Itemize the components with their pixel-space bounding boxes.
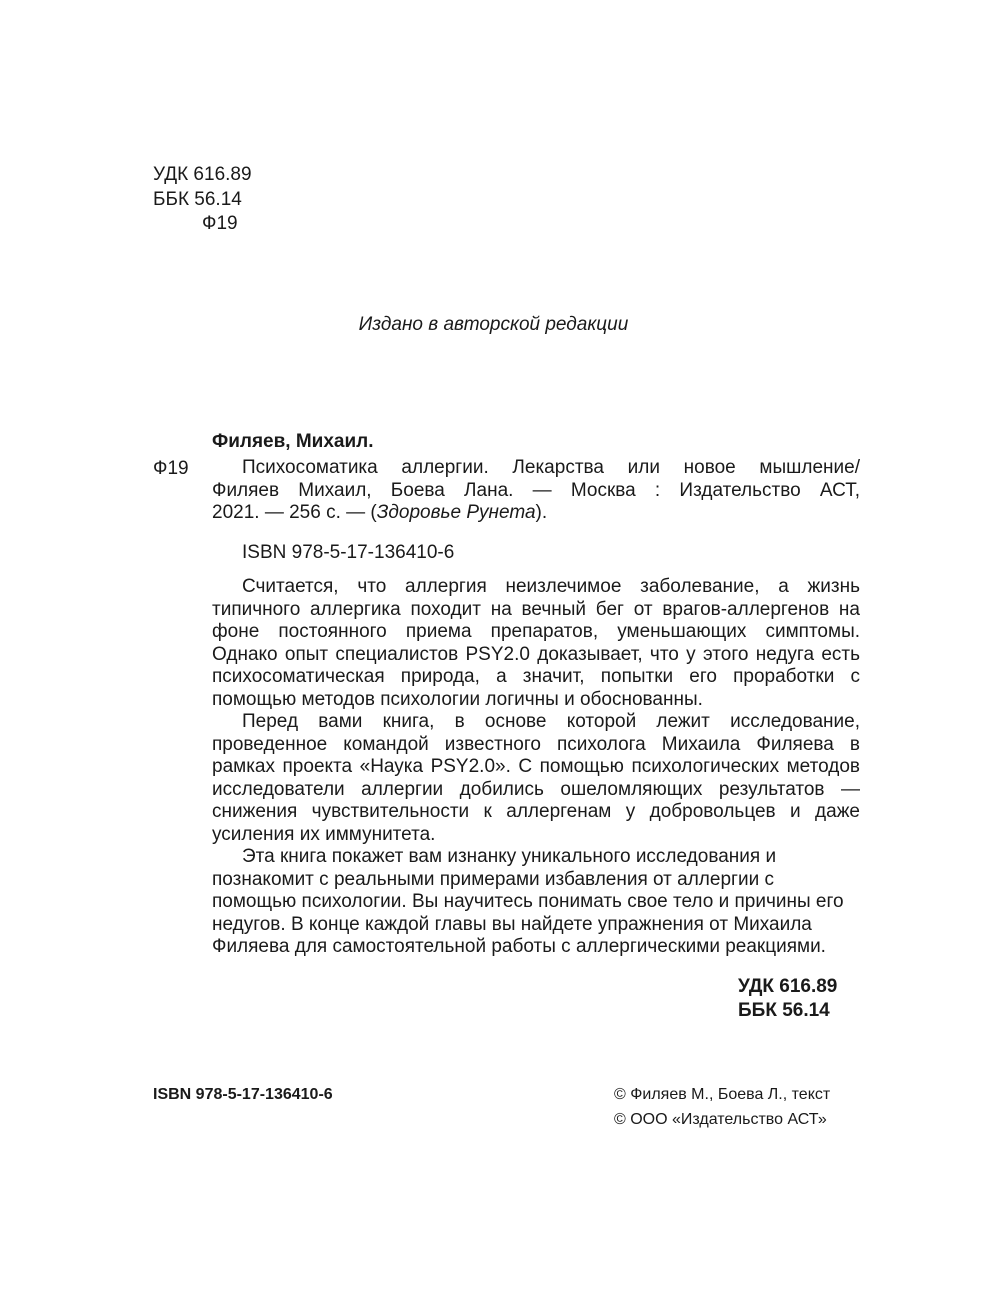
author-heading: Филяев, Михаил.	[212, 431, 374, 452]
bbk-code: ББК 56.14	[153, 189, 242, 210]
annotation-paragraph: Эта книга покажет вам изнанку уникального исследования и познакомит с реальными примерами избавления от аллергии с помощью психологии. Вы научитесь понимать свое тело и причины его недугов. В конце каждой главы вы найдете упражнения от Михаила Филяева для самостоятельной работы с аллергическими реакциями.	[212, 846, 844, 957]
copyright-text: © Филяев М., Боева Л., текст	[614, 1086, 831, 1103]
bib-line-1: Психосоматика аллергии. Лекарства или новое мышление/	[242, 457, 860, 478]
bibliographic-description	[212, 457, 860, 525]
udk-code: УДК 616.89	[153, 164, 252, 185]
edition-note: Издано в авторской редакции	[358, 314, 629, 335]
bottom-bbk-code: ББК 56.14	[738, 1000, 830, 1021]
series-title: Здоровье Рунета	[376, 502, 536, 523]
bottom-udk-code: УДК 616.89	[738, 976, 838, 997]
card-isbn: ISBN 978-5-17-136410-6	[242, 542, 455, 563]
bib-line-2: Филяев Михаил, Боева Лана. — Москва : Издательство АСТ,	[212, 479, 860, 501]
copyright-publisher: © ООО «Издательство АСТ»	[614, 1111, 827, 1128]
card-author-mark: Ф19	[153, 458, 189, 479]
annotation-paragraph: Перед вами книга, в основе которой лежит исследование, проведенное командой известного психолога Михаила Филяева в рамках проекта «Наука PSY2.0». С помощью психологических методов исследователи аллергии добились ошеломляющих результатов — снижения чувствительности к аллергенам у добровольцев и даже усиления их иммунитета.	[212, 711, 860, 845]
annotation-paragraph: Считается, что аллергия неизлечимое заболевание, а жизнь типичного аллергика походит на вечный бег от врагов-аллергенов на фоне постоянного приема препаратов, уменьшающих симптомы. Однако опыт специалистов PSY2.0 доказывает, что у этого недуга есть психосоматическая природа, а значит, попытки его проработки с помощью методов психологии логичны и обоснованны.	[212, 576, 860, 710]
bib-line-3: 2021. — 256 с. — (Здоровье Рунета).	[212, 502, 548, 523]
author-mark: Ф19	[202, 213, 238, 234]
annotation	[212, 576, 860, 959]
footer-isbn: ISBN 978-5-17-136410-6	[153, 1086, 333, 1103]
